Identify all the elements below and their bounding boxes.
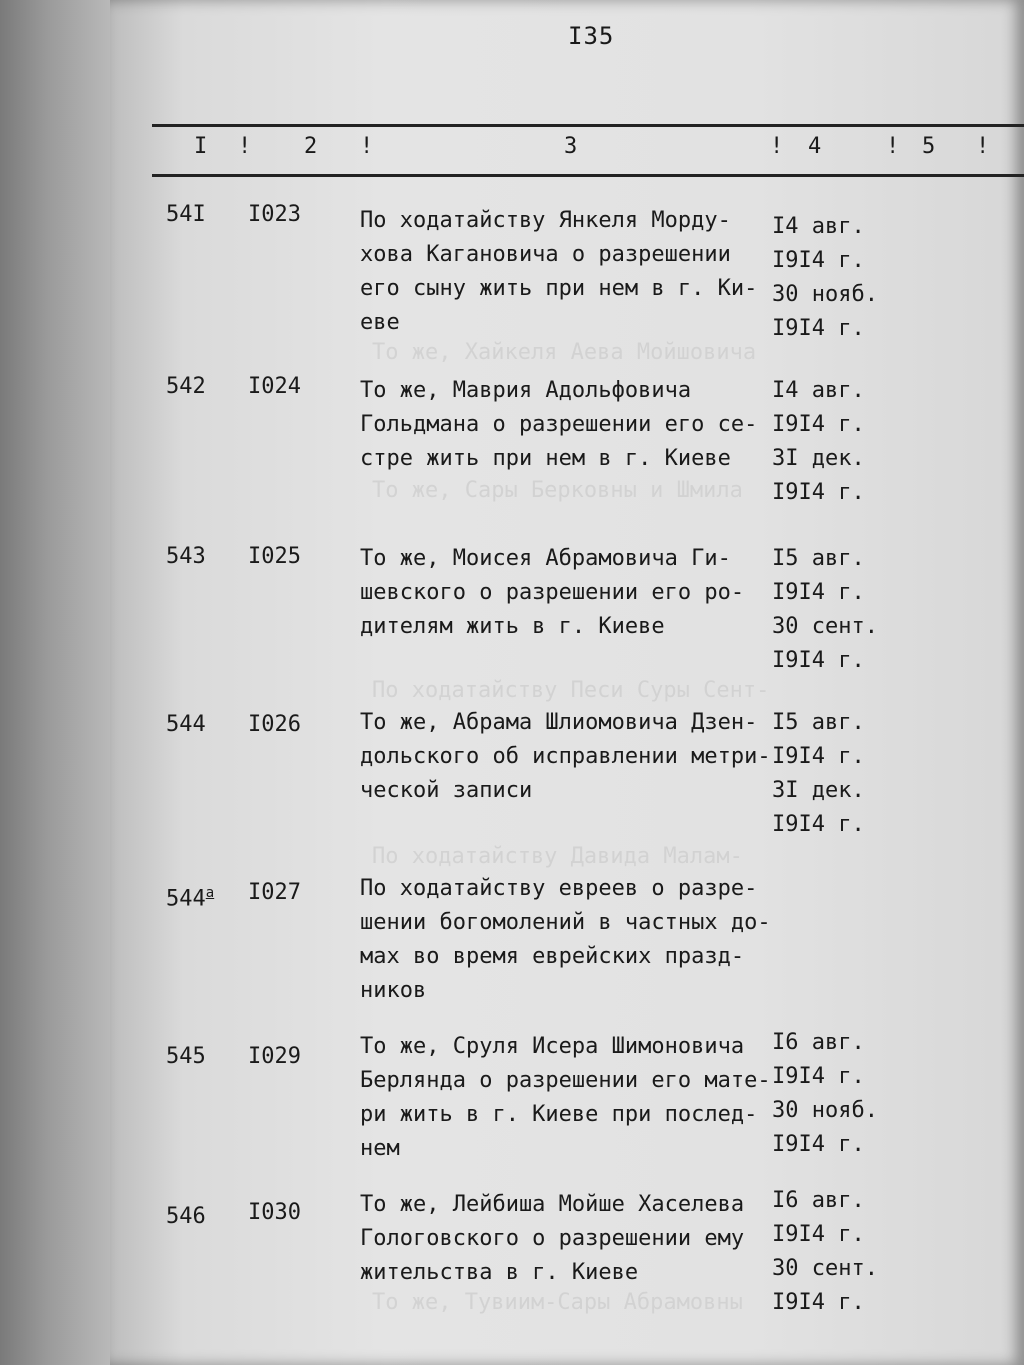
entry-number-suffix: а [205,885,215,901]
bleed-through-text: То же, Сары Берковны и Шмила [372,478,743,503]
header-col-5: 5 [922,134,936,159]
entry-number: 542 [166,374,206,399]
header-col-4: 4 [808,134,822,159]
entry-number: 545 [166,1044,206,1069]
header-sep-1: ! [238,134,252,159]
header-col-3: 3 [564,134,578,159]
file-number: I023 [248,202,301,227]
entry-description: То же, Маврия Адольфовича Гольдмана о разрешении его се- стре жить при нем в г. Киеве [360,378,758,471]
entry-number: 546 [166,1204,206,1229]
entry-description: То же, Моисея Абрамовича Ги- шевского о разрешении его ро- дителям жить в г. Киеве [360,546,745,639]
header-sep-5: ! [976,134,990,159]
file-number: I024 [248,374,301,399]
entry-description: По ходатайству Янкеля Морду- хова Кагановича о разрешении его сыну жить при нем в г. Ки- еве [360,208,758,335]
left-page-edge [0,0,118,1365]
header-col-2: 2 [304,134,318,159]
file-number: I026 [248,712,301,737]
entry-number: 544 [166,712,206,737]
header-sep-4: ! [886,134,900,159]
entry-description: То же, Лейбиша Мойше Хаселева Гологовского о разрешении ему жительства в г. Киеве [360,1192,745,1285]
entry-number-main: 544 [166,886,206,912]
entry-dates: I5 авг. I9I4 г. 3I дек. I9I4 г. [772,710,865,837]
header-col-1: I [194,134,208,159]
header-rule-bottom [152,174,1024,177]
entry-dates: I6 авг. I9I4 г. 30 нояб. I9I4 г. [772,1030,878,1157]
entry-description: По ходатайству евреев о разре- шении богомолений в частных до- мах во время еврейских празд- ников [360,876,771,1003]
bleed-through-text: То же, Тувиим-Сары Абрамовны [372,1290,743,1315]
file-number: I027 [248,880,301,905]
header-sep-2: ! [360,134,374,159]
entry-number [166,876,214,916]
page-number: I35 [568,22,615,50]
entry-number: 543 [166,544,206,569]
header-sep-3: ! [770,134,784,159]
header-rule-top [152,124,1024,127]
file-number: I030 [248,1200,301,1225]
bleed-through-text: По ходатайству Давида Малам- [372,844,743,869]
entry-description: То же, Абрама Шлиомовича Дзен- дольского об исправлении метри- ческой записи [360,710,771,803]
entry-description: То же, Сруля Исера Шимоновича Берлянда о разрешении его мате- ри жить в г. Киеве при послед- нем [360,1034,771,1161]
entry-dates: I4 авг. I9I4 г. 3I дек. I9I4 г. [772,378,865,505]
entry-dates: I6 авг. I9I4 г. 30 сент. I9I4 г. [772,1188,878,1315]
entry-number: 54I [166,202,206,227]
file-number: I025 [248,544,301,569]
entry-dates: I5 авг. I9I4 г. 30 сент. I9I4 г. [772,546,878,673]
table-header [150,128,1024,172]
entry-dates: I4 авг. I9I4 г. 30 нояб. I9I4 г. [772,214,878,341]
bleed-through-text: По ходатайству Песи Суры Сент- [372,678,770,703]
file-number: I029 [248,1044,301,1069]
bleed-through-text: То же, Хайкеля Аева Мойшовича [372,340,757,365]
